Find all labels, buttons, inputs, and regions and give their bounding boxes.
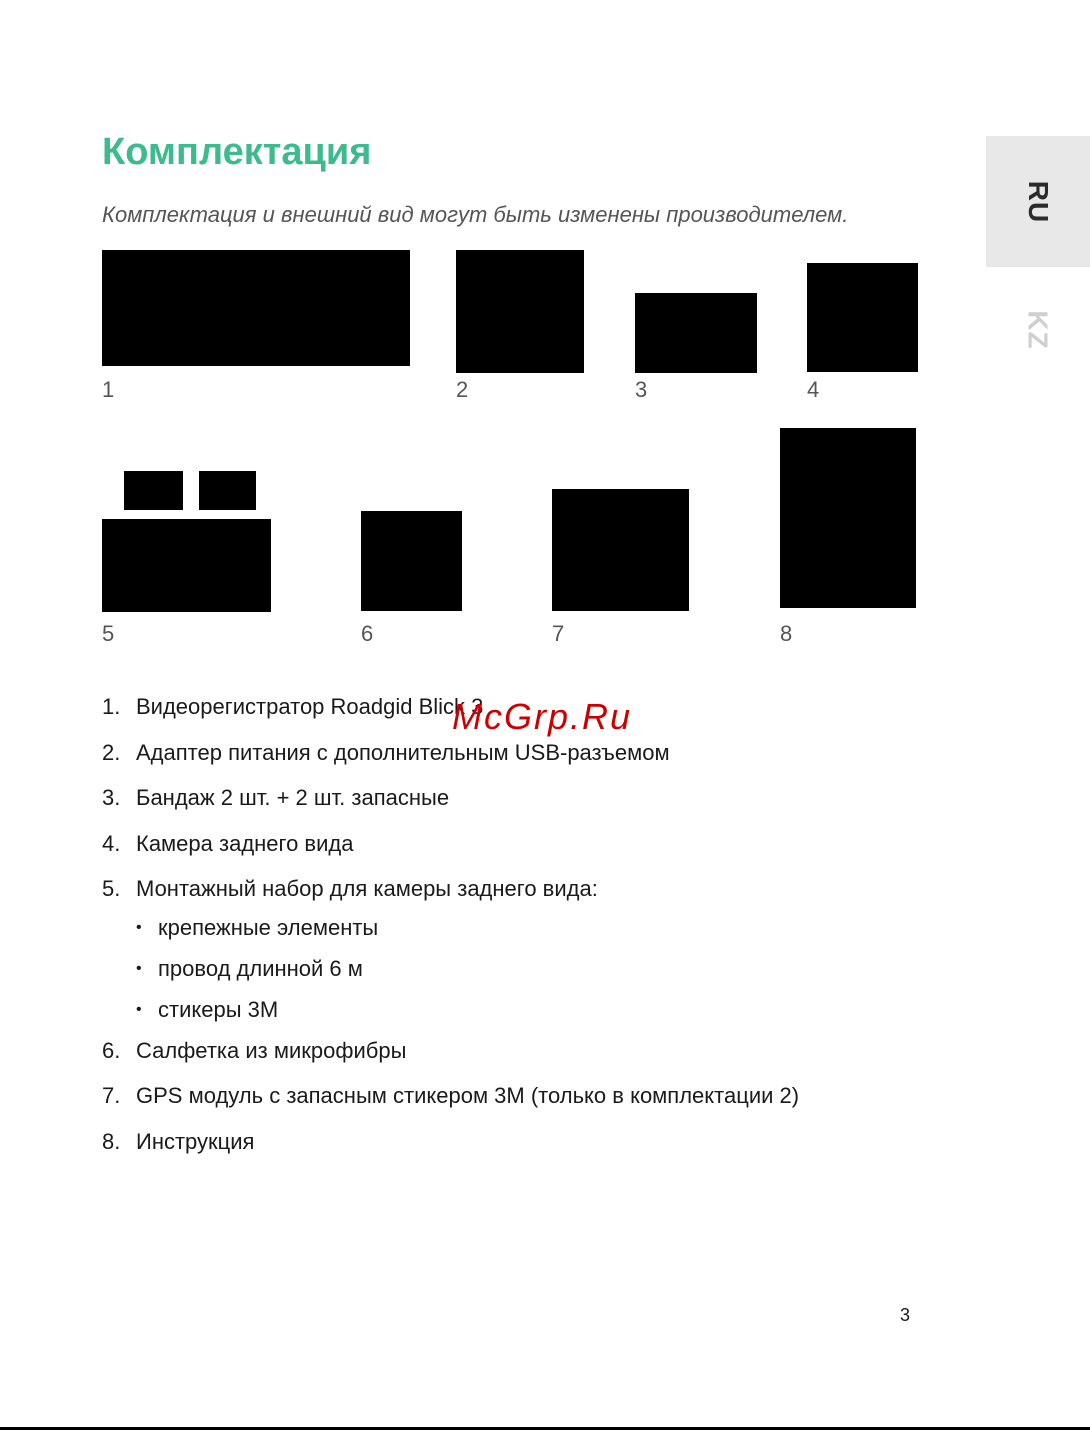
list-item-text: Адаптер питания с дополнительным USB-разъемом <box>136 739 670 765</box>
sub-list-item-text: крепежные элементы <box>158 914 379 940</box>
figure-label-3: 3 <box>635 377 648 402</box>
list-item-number: 5. <box>102 876 121 901</box>
list-item-number: 3. <box>102 785 121 810</box>
page-number: 3 <box>900 1305 911 1325</box>
bullet-icon: • <box>136 1000 142 1018</box>
product-image-mounting-kit <box>102 519 271 612</box>
list-item-text: Бандаж 2 шт. + 2 шт. запасные <box>136 785 450 810</box>
list-item-text: Видеорегистратор Roadgid Blick 3 <box>136 694 484 719</box>
list-item <box>102 1081 962 1111</box>
product-image-bandage <box>635 293 757 373</box>
list-item-number: 8. <box>102 1128 121 1154</box>
figure-label-5: 5 <box>102 621 115 646</box>
list-item-number: 6. <box>102 1037 121 1063</box>
bullet-icon: • <box>136 959 142 977</box>
list-item <box>102 738 962 768</box>
figure-label-2: 2 <box>456 377 469 402</box>
lang-tab-ru[interactable] <box>986 136 1090 267</box>
figure-label-8: 8 <box>780 621 793 646</box>
product-image-manual <box>780 428 916 608</box>
sub-list-item-text: провод длинной 6 м <box>158 955 363 981</box>
figure-label-7: 7 <box>552 621 565 646</box>
figure-label-6: 6 <box>361 621 374 646</box>
list-item-text: Салфетка из микрофибры <box>136 1037 407 1063</box>
lang-tab-ru-label: RU <box>1022 180 1054 223</box>
list-item-number: 2. <box>102 739 121 765</box>
figure-label-1: 1 <box>102 377 115 402</box>
page-subtitle: Комплектация и внешний вид могут быть изменены производителем. <box>102 202 849 227</box>
product-image-dashcam <box>102 250 410 366</box>
list-item-text: GPS модуль с запасным стикером 3M (только в комплектации 2) <box>136 1083 800 1108</box>
product-image-mounting-part-b <box>199 471 256 510</box>
lang-tab-kz[interactable] <box>986 290 1090 370</box>
list-item-text: Камера заднего вида <box>136 830 354 856</box>
sub-list <box>136 913 962 1025</box>
sub-list-item <box>136 954 962 984</box>
product-image-gps-module <box>552 489 689 611</box>
sub-list-item-text: стикеры 3M <box>158 996 279 1022</box>
list-item-number: 4. <box>102 830 121 856</box>
list-item <box>102 1036 962 1066</box>
list-item-number: 1. <box>102 694 121 719</box>
figure-label-4: 4 <box>807 377 820 402</box>
product-image-mounting-part-a <box>124 471 183 510</box>
lang-tab-kz-label: KZ <box>1022 310 1054 350</box>
list-item <box>102 829 962 859</box>
product-image-rear-camera <box>807 263 918 372</box>
sub-list-item <box>136 995 962 1025</box>
list-item <box>102 874 962 904</box>
contents-list <box>102 692 962 1172</box>
product-image-microfiber-cloth <box>361 511 462 611</box>
list-item-number: 7. <box>102 1083 121 1108</box>
list-item-text: Монтажный набор для камеры заднего вида: <box>136 876 598 901</box>
watermark: McGrp.Ru <box>452 696 633 737</box>
sub-list-item <box>136 913 962 943</box>
list-item-text: Инструкция <box>136 1128 255 1154</box>
product-image-power-adapter <box>456 250 584 373</box>
page-title: Комплектация <box>102 131 372 173</box>
list-item <box>102 1127 962 1157</box>
list-item <box>102 783 962 813</box>
bullet-icon: • <box>136 918 142 936</box>
